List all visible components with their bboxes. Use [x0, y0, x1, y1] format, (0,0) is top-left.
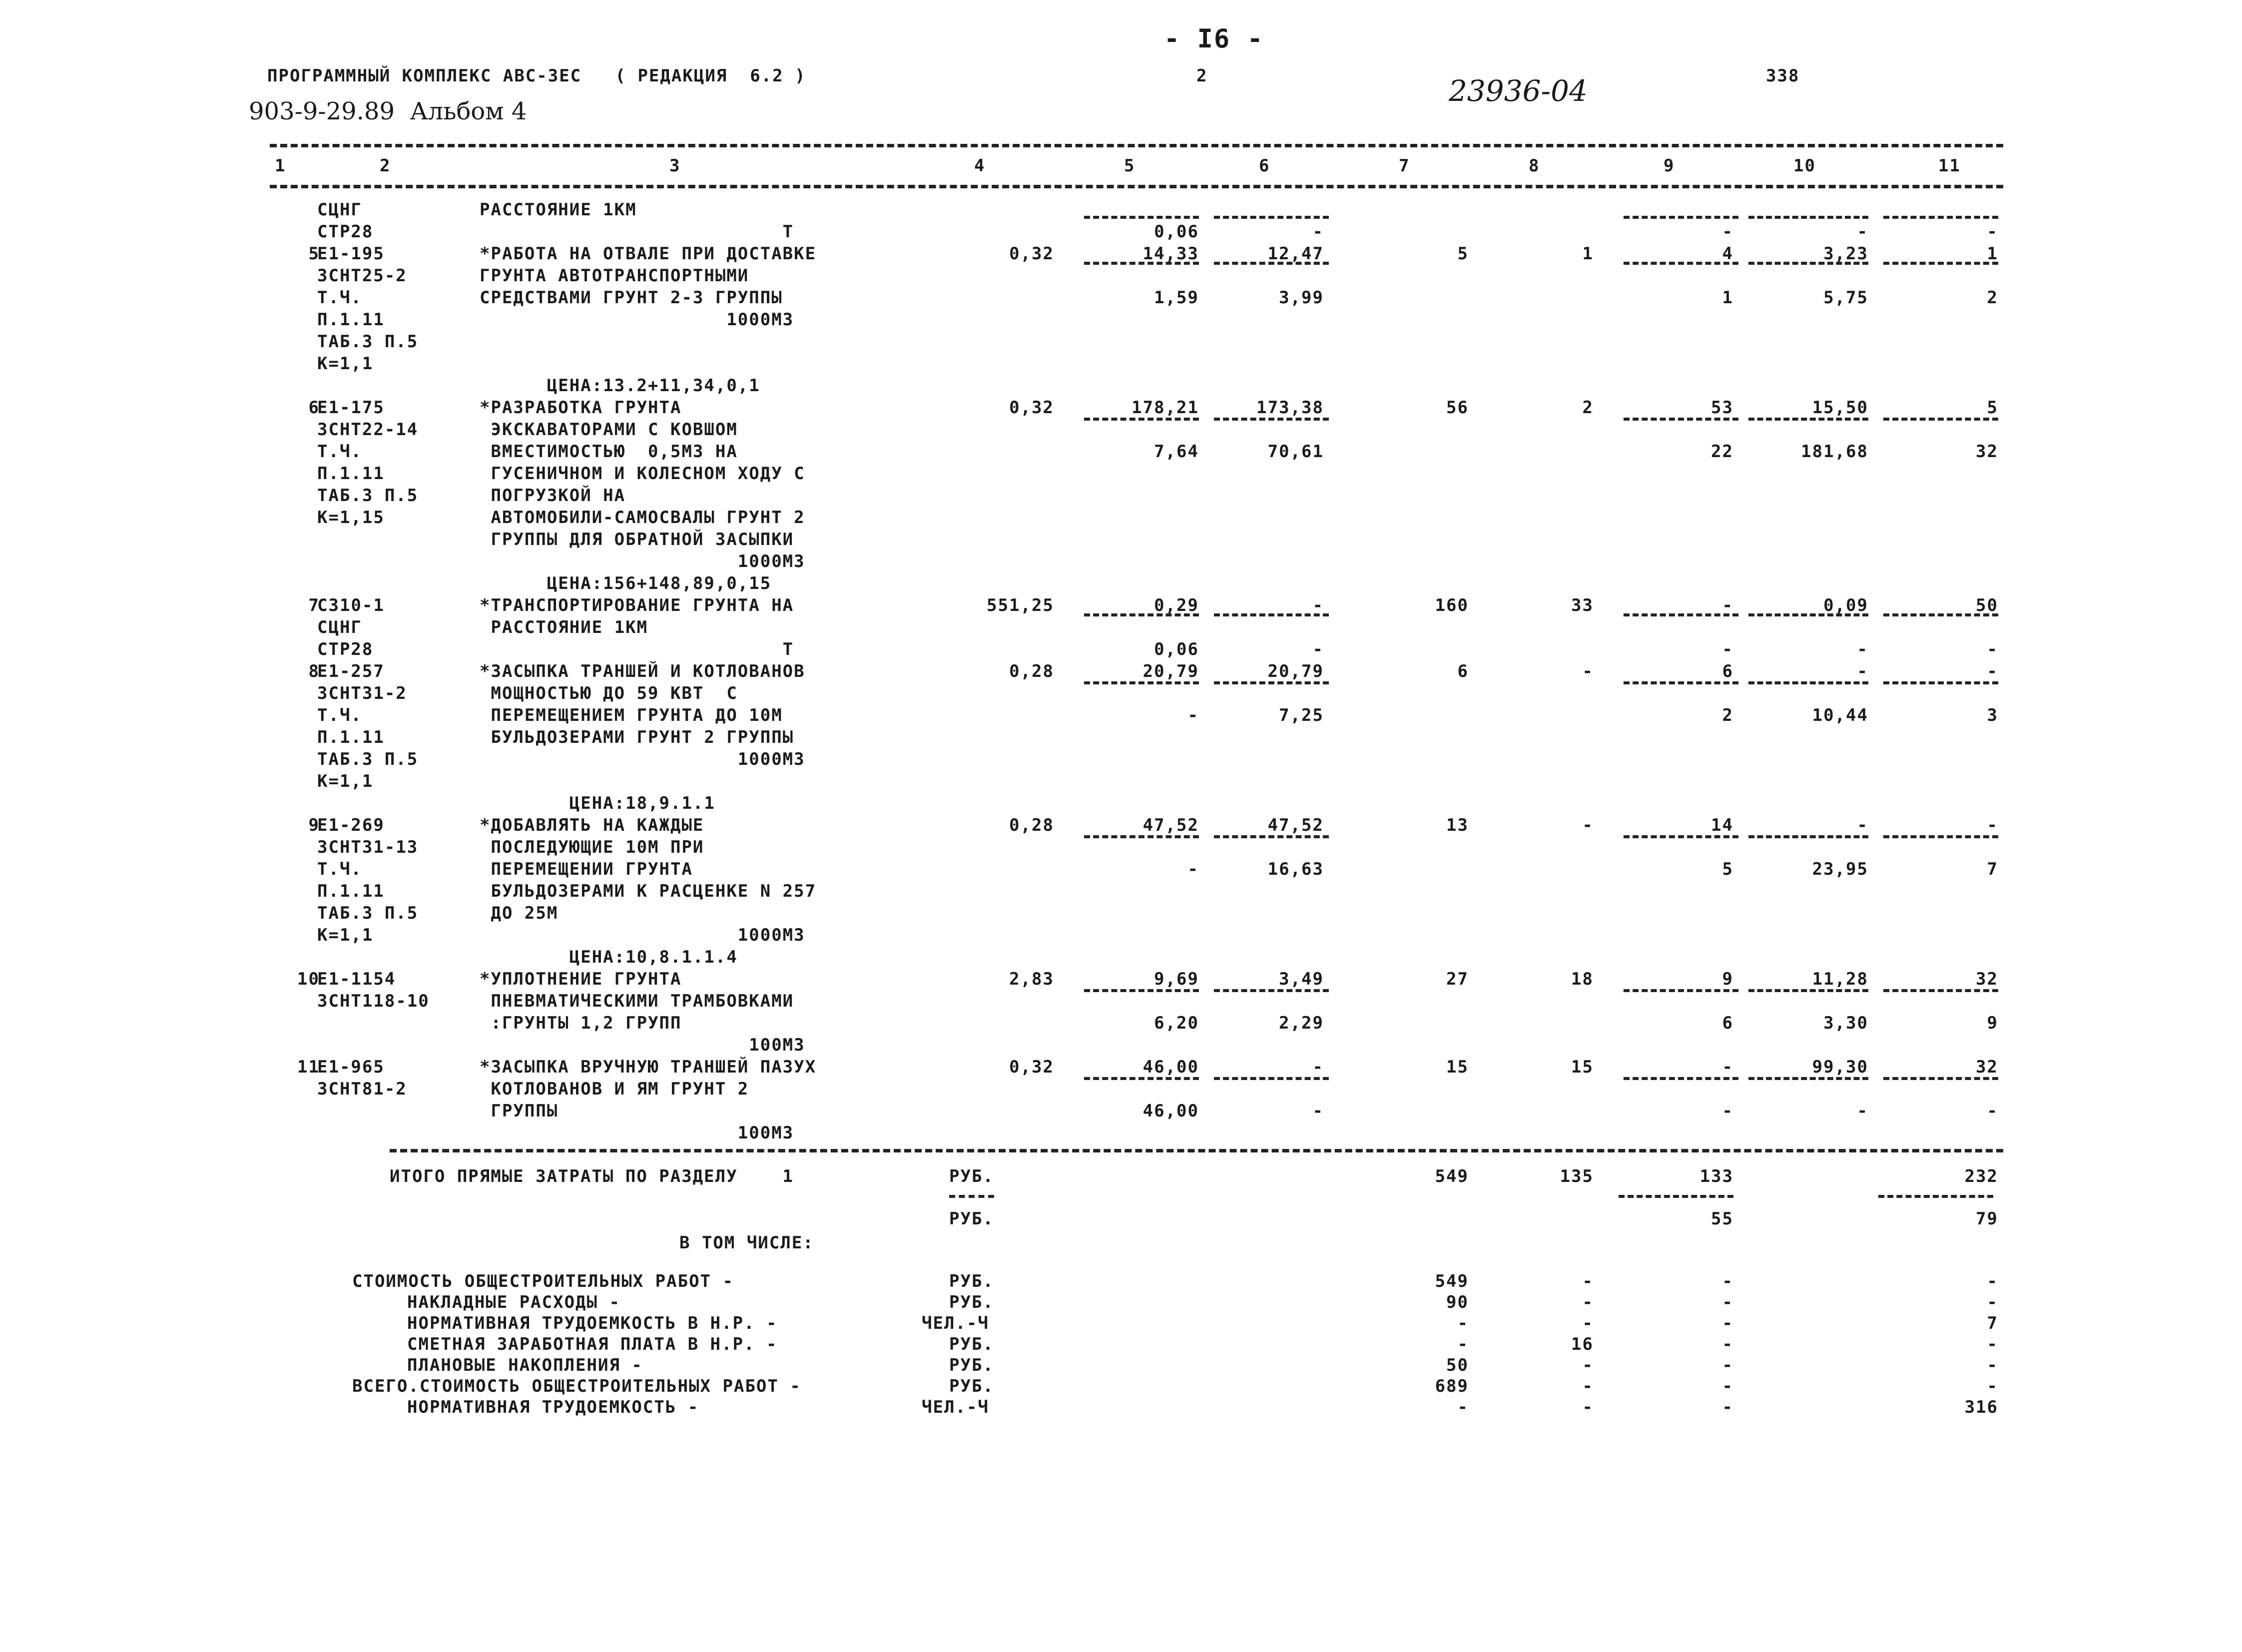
wages-total: 2: [1582, 398, 1594, 418]
column-header-3: 3: [669, 156, 681, 176]
summary-unit: ЧЕЛ.-Ч: [922, 1313, 989, 1333]
cost-wages: -: [1312, 1057, 1324, 1077]
total-cost: 27: [1446, 969, 1469, 989]
machine-cost: 5: [1722, 859, 1733, 879]
norm-code: К=1,1: [317, 354, 374, 374]
document-number: 23936-04: [1449, 74, 1588, 108]
cost-total: 9,69: [1154, 969, 1199, 989]
machine-cost: -: [1722, 1057, 1733, 1077]
summary-total-cost: -: [1457, 1313, 1469, 1333]
summary-label: ВСЕГО.СТОИМОСТЬ ОБЩЕСТРОИТЕЛЬНЫХ РАБОТ -: [352, 1376, 801, 1396]
totals-machine-cost: 133: [1699, 1166, 1733, 1186]
quantity: 2,83: [1009, 969, 1054, 989]
work-description: ЦЕНА:13.2+11,34,0,1: [480, 376, 760, 396]
labor-total: 1: [1987, 244, 1998, 264]
quantity: 0,28: [1009, 661, 1054, 681]
value-separator: [1883, 418, 1998, 421]
cost-total: -: [1187, 705, 1199, 725]
wages-total: 33: [1571, 595, 1594, 615]
wages-total: 15: [1571, 1057, 1594, 1077]
cost-wages: 7,25: [1279, 705, 1324, 725]
machine-cost: -: [1722, 1101, 1733, 1121]
summary-label: НОРМАТИВНАЯ ТРУДОЕМКОСТЬ -: [407, 1397, 699, 1417]
value-separator: [1748, 216, 1868, 219]
summary-wages: -: [1582, 1355, 1594, 1375]
cost-wages: 2,29: [1279, 1013, 1324, 1033]
summary-wages: -: [1582, 1397, 1594, 1417]
value-separator: [1624, 989, 1738, 992]
sheet-number: 338: [1766, 66, 1800, 86]
machine-cost: -: [1722, 222, 1733, 242]
quantity: 0,32: [1009, 398, 1054, 418]
value-separator: [1084, 681, 1199, 684]
summary-labor: -: [1987, 1292, 1998, 1312]
value-separator: [1624, 216, 1738, 219]
norm-code: Е1-195: [317, 244, 385, 264]
column-header-9: 9: [1664, 156, 1675, 176]
labor-hours: -: [1857, 639, 1868, 659]
column-header-5: 5: [1124, 156, 1135, 176]
summary-unit: РУБ.: [949, 1334, 994, 1354]
totals-total-cost: 549: [1435, 1166, 1469, 1186]
machine-cost: -: [1722, 639, 1733, 659]
column-header-6: 6: [1259, 156, 1270, 176]
work-description: 1000М3: [480, 551, 805, 571]
quantity: 551,25: [987, 595, 1054, 615]
labor-total: 5: [1987, 398, 1998, 418]
machine-cost: 14: [1711, 815, 1733, 835]
cost-total: 0,06: [1154, 639, 1199, 659]
cost-wages: 12,47: [1267, 244, 1324, 264]
summary-labor: -: [1987, 1355, 1998, 1375]
summary-labor: -: [1987, 1271, 1998, 1291]
value-separator: [1624, 262, 1738, 265]
item-number: 8: [308, 661, 320, 681]
summary-labor: 7: [1987, 1313, 1998, 1333]
summary-total-cost: 50: [1446, 1355, 1469, 1375]
totals-labor: 232: [1964, 1166, 1998, 1186]
summary-wages: -: [1582, 1313, 1594, 1333]
summary-labor: 316: [1964, 1397, 1998, 1417]
column-header-7: 7: [1399, 156, 1410, 176]
work-description: ВМЕСТИМОСТЬЮ 0,5М3 НА: [480, 442, 738, 462]
cost-wages: 20,79: [1267, 661, 1324, 681]
labor-total: 7: [1987, 859, 1998, 879]
labor-total: 3: [1987, 705, 1998, 725]
total-cost: 160: [1435, 595, 1469, 615]
cost-total: 47,52: [1142, 815, 1199, 835]
labor-hours: 181,68: [1801, 442, 1868, 462]
value-separator: [1214, 835, 1329, 838]
summary-unit: ЧЕЛ.-Ч: [922, 1397, 989, 1417]
summary-total-cost: -: [1457, 1397, 1469, 1417]
summary-total-cost: 689: [1435, 1376, 1469, 1396]
labor-hours: 10,44: [1812, 705, 1868, 725]
summary-total-cost: 549: [1435, 1271, 1469, 1291]
cost-wages: 3,49: [1279, 969, 1324, 989]
work-description: ГУСЕНИЧНОМ И КОЛЕСНОМ ХОДУ С: [480, 464, 805, 484]
labor-hours: -: [1857, 1101, 1868, 1121]
machine-cost: 6: [1722, 661, 1733, 681]
wages-total: 18: [1571, 969, 1594, 989]
summary-labor: -: [1987, 1376, 1998, 1396]
work-description: ГРУППЫ: [480, 1101, 559, 1121]
norm-code: Т.Ч.: [317, 442, 362, 462]
column-header-8: 8: [1529, 156, 1540, 176]
page-number: - I6 -: [1164, 24, 1264, 54]
norm-code: Е1-269: [317, 815, 385, 835]
column-header-2: 2: [380, 156, 391, 176]
work-description: 1000М3: [480, 310, 794, 330]
cost-total: 6,20: [1154, 1013, 1199, 1033]
norm-code: СЦНГ: [317, 200, 362, 220]
value-separator: [1084, 262, 1199, 265]
cost-total: 20,79: [1142, 661, 1199, 681]
work-description: *УПЛОТНЕНИЕ ГРУНТА: [480, 969, 682, 989]
value-separator: [1084, 989, 1199, 992]
norm-code: ТАБ.3 П.5: [317, 903, 419, 923]
cost-wages: 16,63: [1267, 859, 1324, 879]
labor-hours: 3,30: [1823, 1013, 1868, 1033]
summary-machine-cost: -: [1722, 1397, 1733, 1417]
cost-wages: 3,99: [1279, 288, 1324, 308]
machine-cost: 1: [1722, 288, 1733, 308]
labor-hours: 3,23: [1823, 244, 1868, 264]
item-number: 10: [297, 969, 320, 989]
norm-code: Е1-1154: [317, 969, 396, 989]
cost-total: 0,29: [1154, 595, 1199, 615]
item-number: 5: [308, 244, 320, 264]
norm-code: Т.Ч.: [317, 705, 362, 725]
item-number: 7: [308, 595, 320, 615]
column-header-1: 1: [275, 156, 286, 176]
wages-total: 1: [1582, 244, 1594, 264]
norm-code: СТР28: [317, 639, 374, 659]
total-cost: 56: [1446, 398, 1469, 418]
work-description: *ТРАНСПОРТИРОВАНИЕ ГРУНТА НА: [480, 595, 794, 615]
labor-hours: 23,95: [1812, 859, 1868, 879]
norm-code: ТАБ.3 П.5: [317, 332, 419, 352]
summary-unit: РУБ.: [949, 1355, 994, 1375]
cost-total: 46,00: [1142, 1057, 1199, 1077]
work-description: ПОГРУЗКОЙ НА: [480, 486, 626, 506]
summary-total-cost: -: [1457, 1334, 1469, 1354]
norm-code: Е1-257: [317, 661, 385, 681]
totals-separator: [1619, 1195, 1733, 1198]
work-description: 100М3: [480, 1035, 805, 1055]
summary-unit: РУБ.: [949, 1376, 994, 1396]
norm-code: ТАБ.3 П.5: [317, 486, 419, 506]
labor-total: -: [1987, 1101, 1998, 1121]
wages-total: -: [1582, 661, 1594, 681]
value-separator: [1883, 262, 1998, 265]
value-separator: [1214, 1077, 1329, 1080]
total-cost: 6: [1457, 661, 1469, 681]
table-header-rule: [270, 185, 2003, 188]
totals-separator: [949, 1195, 994, 1198]
work-description: ЦЕНА:18,9.1.1: [480, 793, 715, 813]
work-description: :ГРУНТЫ 1,2 ГРУПП: [480, 1013, 682, 1033]
work-description: АВТОМОБИЛИ-САМОСВАЛЫ ГРУНТ 2: [480, 508, 805, 528]
norm-code: П.1.11: [317, 310, 385, 330]
machine-cost: -: [1722, 595, 1733, 615]
summary-label: СМЕТНАЯ ЗАРАБОТНАЯ ПЛАТА В Н.Р. -: [407, 1334, 778, 1354]
cost-total: 14,33: [1142, 244, 1199, 264]
value-separator: [1624, 1077, 1738, 1080]
value-separator: [1084, 1077, 1199, 1080]
value-separator: [1624, 613, 1738, 616]
summary-total-cost: 90: [1446, 1292, 1469, 1312]
cost-wages: 70,61: [1267, 442, 1324, 462]
totals-labor-2: 79: [1976, 1209, 1998, 1229]
value-separator: [1748, 262, 1868, 265]
value-separator: [1084, 216, 1199, 219]
header-column-number: 2: [1196, 66, 1208, 86]
norm-code: П.1.11: [317, 727, 385, 747]
labor-hours: -: [1857, 222, 1868, 242]
norm-code: Т.Ч.: [317, 859, 362, 879]
norm-code: Е1-175: [317, 398, 385, 418]
labor-total: 2: [1987, 288, 1998, 308]
machine-cost: 9: [1722, 969, 1733, 989]
totals-separator: [1878, 1195, 1993, 1198]
quantity: 0,32: [1009, 1057, 1054, 1077]
value-separator: [1214, 613, 1329, 616]
norm-code: Т.Ч.: [317, 288, 362, 308]
norm-code: П.1.11: [317, 881, 385, 901]
summary-label: НОРМАТИВНАЯ ТРУДОЕМКОСТЬ В Н.Р. -: [407, 1313, 778, 1333]
wages-total: -: [1582, 815, 1594, 835]
album-title: 903-9-29.89 Альбом 4: [249, 97, 527, 125]
labor-total: 32: [1976, 442, 1998, 462]
machine-cost: 53: [1711, 398, 1733, 418]
value-separator: [1084, 835, 1199, 838]
work-description: ПЕРЕМЕЩЕНИИ ГРУНТА: [480, 859, 693, 879]
cost-total: 46,00: [1142, 1101, 1199, 1121]
labor-total: 50: [1976, 595, 1998, 615]
program-title: ПРОГРАММНЫЙ КОМПЛЕКС АВС-3ЕС ( РЕДАКЦИЯ 6.2 ): [267, 66, 806, 86]
summary-unit: РУБ.: [949, 1292, 994, 1312]
cost-wages: -: [1312, 595, 1324, 615]
summary-wages: -: [1582, 1271, 1594, 1291]
labor-total: -: [1987, 661, 1998, 681]
value-separator: [1883, 613, 1998, 616]
work-description: *ДОБАВЛЯТЬ НА КАЖДЫЕ: [480, 815, 704, 835]
total-cost: 5: [1457, 244, 1469, 264]
totals-label: ИТОГО ПРЯМЫЕ ЗАТРАТЫ ПО РАЗДЕЛУ 1: [390, 1166, 794, 1186]
norm-code: ЗСНТ25-2: [317, 266, 407, 286]
norm-code: ТАБ.3 П.5: [317, 749, 419, 769]
summary-wages: 16: [1571, 1334, 1594, 1354]
totals-unit-2: РУБ.: [949, 1209, 994, 1229]
norm-code: ЗСНТ81-2: [317, 1079, 407, 1099]
quantity: 0,32: [1009, 244, 1054, 264]
norm-code: ЗСНТ31-2: [317, 683, 407, 703]
cost-wages: 47,52: [1267, 815, 1324, 835]
work-description: *ЗАСЫПКА ВРУЧНУЮ ТРАНШЕЙ ПАЗУХ: [480, 1057, 817, 1077]
value-separator: [1214, 681, 1329, 684]
cost-total: 0,06: [1154, 222, 1199, 242]
value-separator: [1084, 613, 1199, 616]
work-description: ЭКСКАВАТОРАМИ С КОВШОМ: [480, 420, 738, 440]
work-description: Т: [480, 222, 794, 242]
value-separator: [1624, 835, 1738, 838]
labor-total: -: [1987, 815, 1998, 835]
labor-hours: 15,50: [1812, 398, 1868, 418]
table-top-rule: [270, 144, 2003, 147]
totals-machine-wages: 55: [1711, 1209, 1733, 1229]
value-separator: [1748, 989, 1868, 992]
cost-wages: -: [1312, 222, 1324, 242]
totals-wages: 135: [1560, 1166, 1594, 1186]
norm-code: К=1,15: [317, 508, 385, 528]
value-separator: [1624, 681, 1738, 684]
summary-label: СТОИМОСТЬ ОБЩЕСТРОИТЕЛЬНЫХ РАБОТ -: [352, 1271, 734, 1291]
cost-total: 7,64: [1154, 442, 1199, 462]
value-separator: [1214, 216, 1329, 219]
machine-cost: 6: [1722, 1013, 1733, 1033]
summary-machine-cost: -: [1722, 1313, 1733, 1333]
value-separator: [1748, 1077, 1868, 1080]
summary-unit: РУБ.: [949, 1271, 994, 1291]
work-description: ПНЕВМАТИЧЕСКИМИ ТРАМБОВКАМИ: [480, 991, 794, 1011]
labor-total: -: [1987, 639, 1998, 659]
cost-total: -: [1187, 859, 1199, 879]
labor-total: 32: [1976, 969, 1998, 989]
work-description: *РАЗРАБОТКА ГРУНТА: [480, 398, 682, 418]
labor-hours: 11,28: [1812, 969, 1868, 989]
norm-code: ЗСНТ118-10: [317, 991, 430, 1011]
summary-wages: -: [1582, 1376, 1594, 1396]
labor-total: 32: [1976, 1057, 1998, 1077]
work-description: ГРУППЫ ДЛЯ ОБРАТНОЙ ЗАСЫПКИ: [480, 530, 794, 550]
machine-cost: 2: [1722, 705, 1733, 725]
cost-wages: -: [1312, 639, 1324, 659]
norm-code: К=1,1: [317, 925, 374, 945]
value-separator: [1214, 262, 1329, 265]
value-separator: [1883, 835, 1998, 838]
item-number: 9: [308, 815, 320, 835]
machine-cost: 4: [1722, 244, 1733, 264]
cost-wages: -: [1312, 1101, 1324, 1121]
work-description: ДО 25М: [480, 903, 559, 923]
summary-wages: -: [1582, 1292, 1594, 1312]
norm-code: Е1-965: [317, 1057, 385, 1077]
value-separator: [1883, 989, 1998, 992]
work-description: ПЕРЕМЕЩЕНИЕМ ГРУНТА ДО 10М: [480, 705, 783, 725]
norm-code: П.1.11: [317, 464, 385, 484]
cost-total: 178,21: [1131, 398, 1199, 418]
value-separator: [1748, 835, 1868, 838]
item-number: 6: [308, 398, 320, 418]
value-separator: [1883, 681, 1998, 684]
column-header-10: 10: [1793, 156, 1816, 176]
labor-hours: -: [1857, 815, 1868, 835]
summary-machine-cost: -: [1722, 1355, 1733, 1375]
work-description: ЦЕНА:156+148,89,0,15: [480, 573, 772, 593]
machine-cost: 22: [1711, 442, 1733, 462]
cost-wages: 173,38: [1256, 398, 1324, 418]
work-description: ГРУНТА АВТОТРАНСПОРТНЫМИ: [480, 266, 749, 286]
work-description: МОЩНОСТЬЮ ДО 59 КВТ С: [480, 683, 738, 703]
work-description: *РАБОТА НА ОТВАЛЕ ПРИ ДОСТАВКЕ: [480, 244, 817, 264]
labor-hours: 5,75: [1823, 288, 1868, 308]
summary-label: НАКЛАДНЫЕ РАСХОДЫ -: [407, 1292, 620, 1312]
totals-unit: РУБ.: [949, 1166, 994, 1186]
work-description: БУЛЬДОЗЕРАМИ К РАСЦЕНКЕ N 257: [480, 881, 817, 901]
cost-total: 1,59: [1154, 288, 1199, 308]
column-header-4: 4: [974, 156, 986, 176]
item-number: 11: [297, 1057, 320, 1077]
summary-machine-cost: -: [1722, 1271, 1733, 1291]
column-header-11: 11: [1938, 156, 1961, 176]
work-description: КОТЛОВАНОВ И ЯМ ГРУНТ 2: [480, 1079, 749, 1099]
work-description: ПОСЛЕДУЮЩИЕ 10М ПРИ: [480, 837, 704, 857]
norm-code: ЗСНТ31-13: [317, 837, 419, 857]
norm-code: СЦНГ: [317, 617, 362, 637]
value-separator: [1883, 216, 1998, 219]
value-separator: [1214, 418, 1329, 421]
summary-machine-cost: -: [1722, 1376, 1733, 1396]
labor-hours: 99,30: [1812, 1057, 1868, 1077]
work-description: 1000М3: [480, 925, 805, 945]
work-description: РАССТОЯНИЕ 1КМ: [480, 200, 637, 220]
including-heading: В ТОМ ЧИСЛЕ:: [679, 1233, 814, 1253]
work-description: ЦЕНА:10,8.1.1.4: [480, 947, 738, 967]
value-separator: [1084, 418, 1199, 421]
work-description: *ЗАСЫПКА ТРАНШЕЙ И КОТЛОВАНОВ: [480, 661, 805, 681]
value-separator: [1748, 613, 1868, 616]
work-description: 100М3: [480, 1123, 794, 1143]
norm-code: С310-1: [317, 595, 385, 615]
value-separator: [1748, 418, 1868, 421]
work-description: СРЕДСТВАМИ ГРУНТ 2-3 ГРУППЫ: [480, 288, 783, 308]
totals-rule: [390, 1149, 2003, 1152]
summary-labor: -: [1987, 1334, 1998, 1354]
quantity: 0,28: [1009, 815, 1054, 835]
summary-machine-cost: -: [1722, 1334, 1733, 1354]
norm-code: ЗСНТ22-14: [317, 420, 419, 440]
work-description: БУЛЬДОЗЕРАМИ ГРУНТ 2 ГРУППЫ: [480, 727, 794, 747]
total-cost: 15: [1446, 1057, 1469, 1077]
work-description: Т: [480, 639, 794, 659]
labor-total: -: [1987, 222, 1998, 242]
norm-code: К=1,1: [317, 771, 374, 791]
value-separator: [1214, 989, 1329, 992]
labor-hours: 0,09: [1823, 595, 1868, 615]
work-description: 1000М3: [480, 749, 805, 769]
value-separator: [1624, 418, 1738, 421]
norm-code: СТР28: [317, 222, 374, 242]
value-separator: [1883, 1077, 1998, 1080]
labor-hours: -: [1857, 661, 1868, 681]
work-description: РАССТОЯНИЕ 1КМ: [480, 617, 648, 637]
value-separator: [1748, 681, 1868, 684]
summary-machine-cost: -: [1722, 1292, 1733, 1312]
summary-label: ПЛАНОВЫЕ НАКОПЛЕНИЯ -: [407, 1355, 643, 1375]
labor-total: 9: [1987, 1013, 1998, 1033]
total-cost: 13: [1446, 815, 1469, 835]
